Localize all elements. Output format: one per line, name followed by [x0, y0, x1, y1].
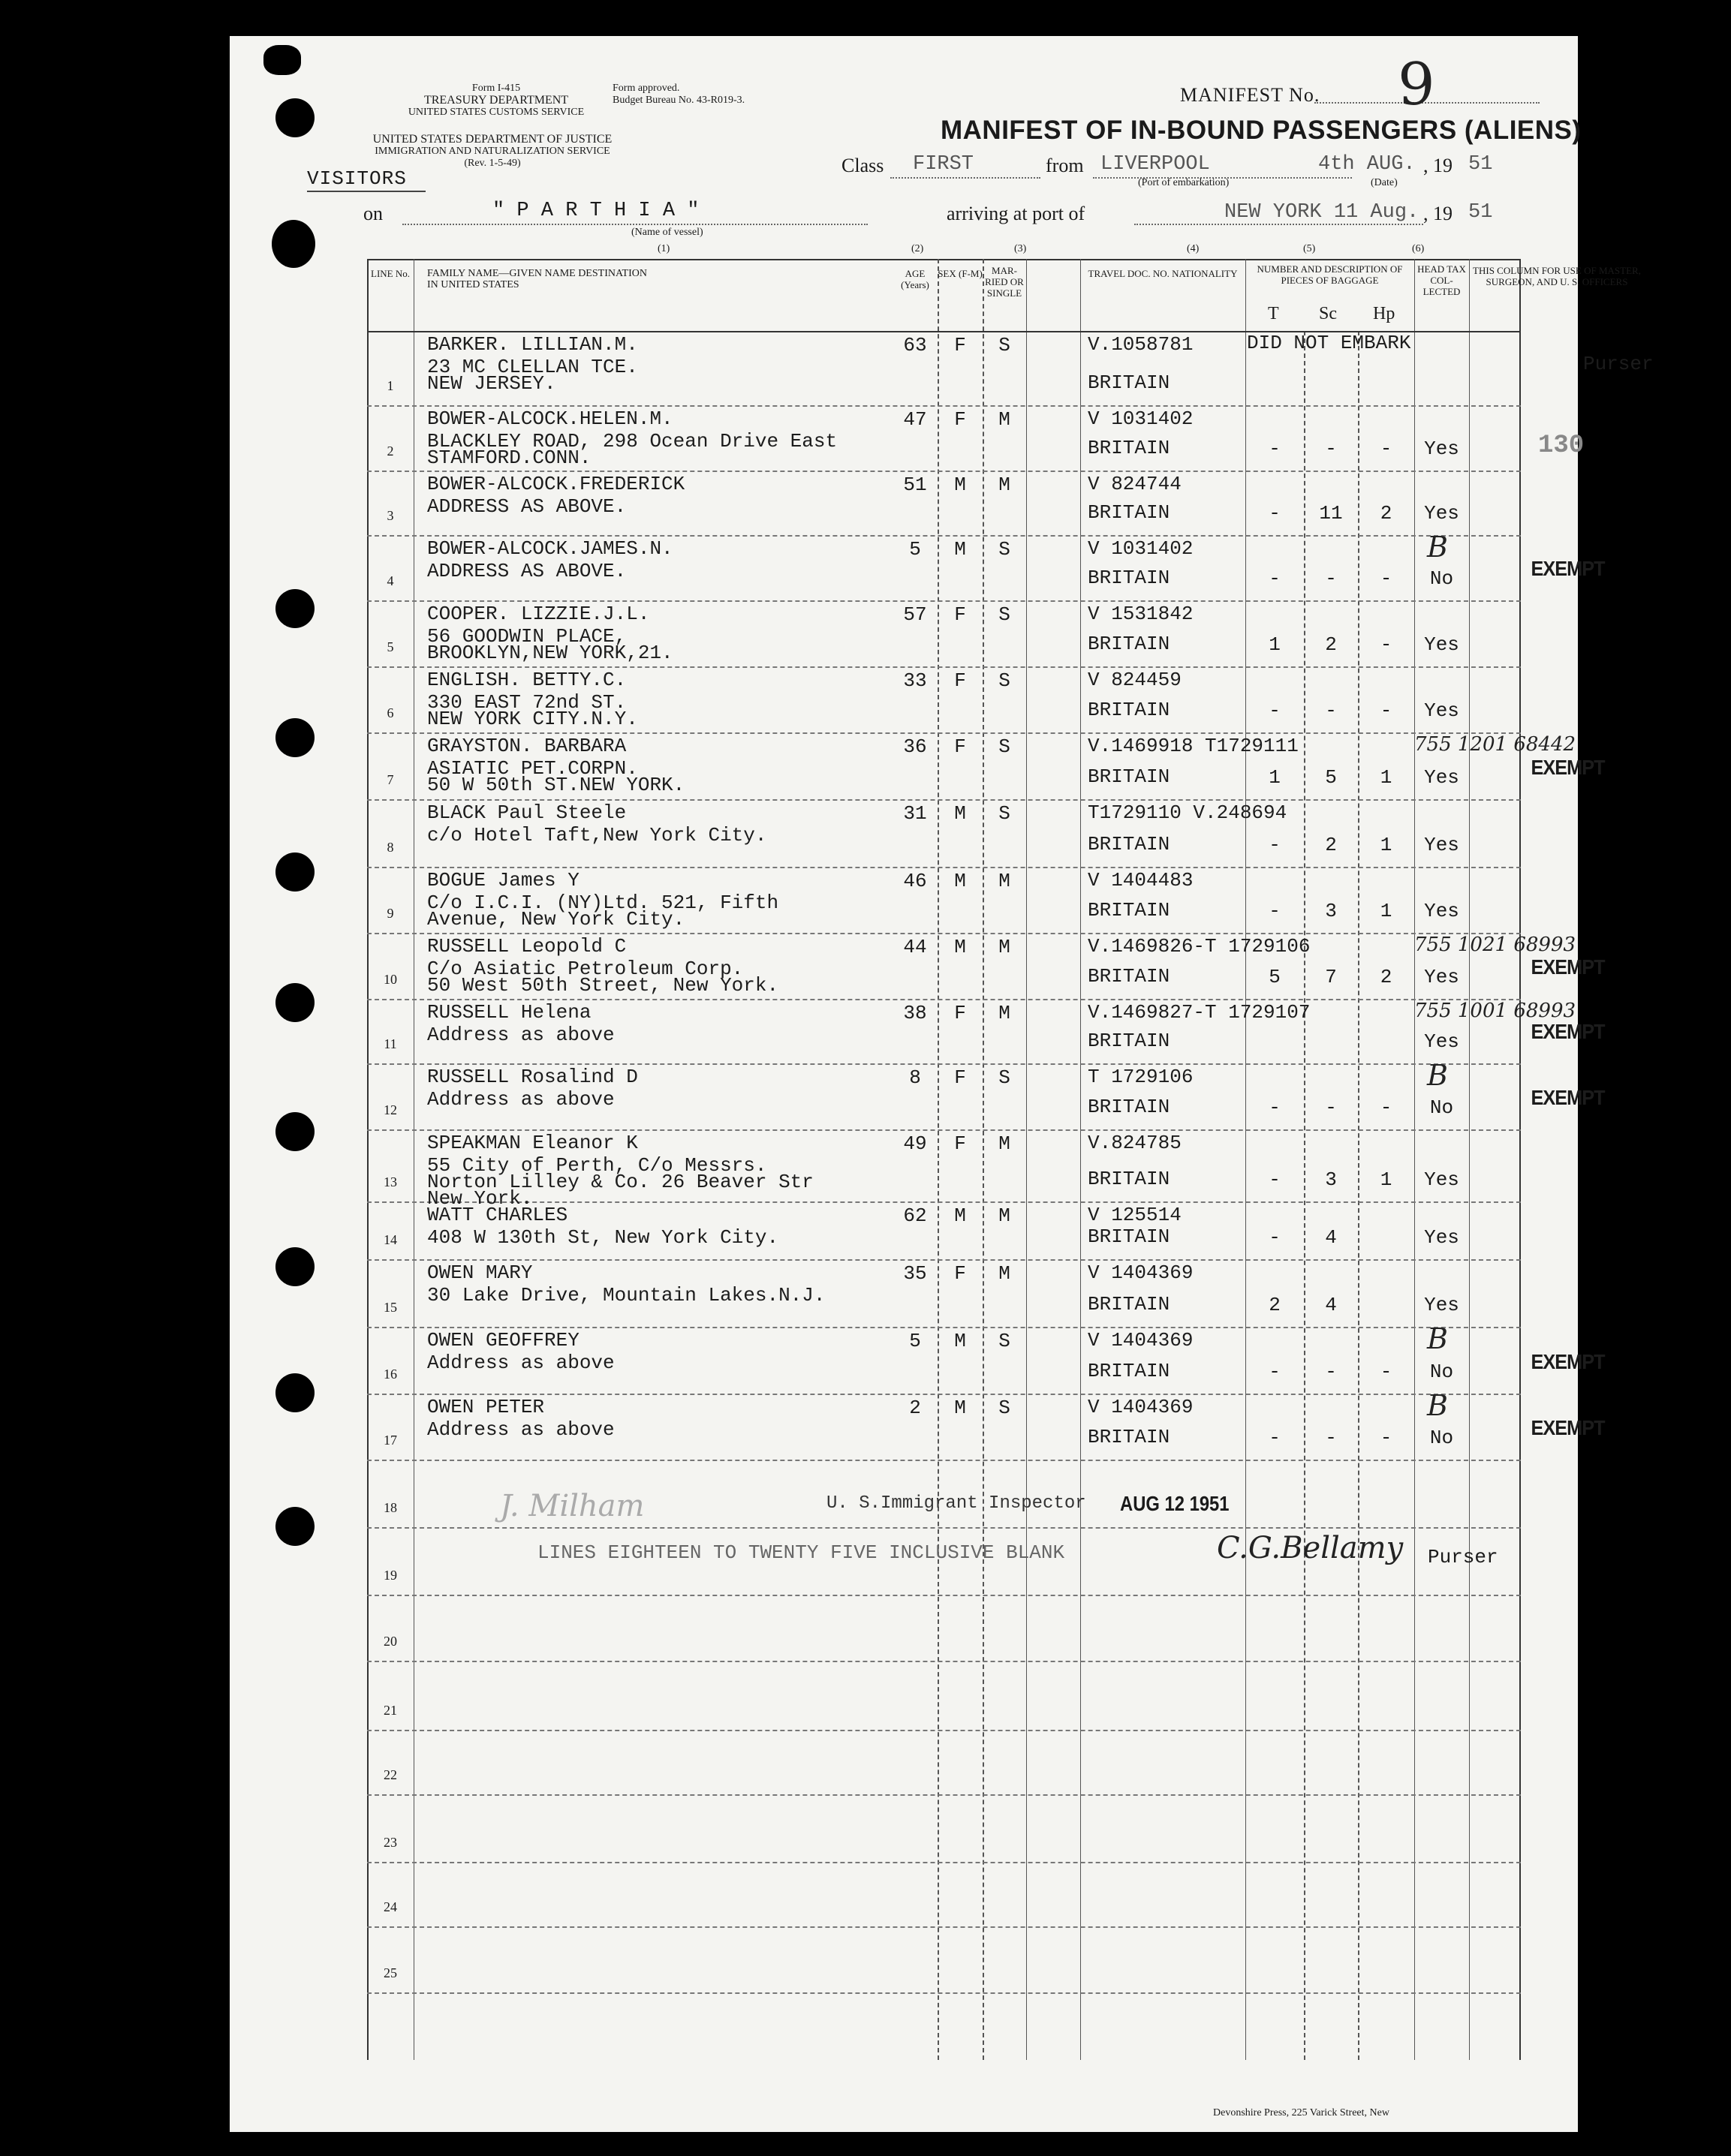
travel-doc-no: V 1031402 [1088, 407, 1194, 430]
nationality: BRITAIN [1088, 1096, 1170, 1118]
cell-age: 49 [903, 1132, 927, 1155]
cell-ms: S [998, 735, 1010, 758]
line-number: 23 [384, 1835, 397, 1850]
cell-t: - [1269, 438, 1281, 460]
line-number: 9 [387, 906, 394, 921]
line-number: 22 [384, 1767, 397, 1782]
cell-age: 44 [903, 936, 927, 958]
line-number: 24 [384, 1899, 397, 1914]
cell-ms: M [998, 1002, 1010, 1024]
cell-ms: M [998, 1262, 1010, 1285]
passenger-name: ENGLISH. BETTY.C. [427, 669, 627, 691]
destination-address: Address as above [427, 1024, 615, 1046]
line-number: 12 [384, 1102, 397, 1117]
travel-doc-no: V 1531842 [1088, 603, 1194, 625]
cell-age: 51 [903, 474, 927, 496]
cell-ms: S [998, 538, 1010, 561]
travel-doc-no: V.1469826-T 1729106 [1088, 935, 1311, 958]
on-label: on [363, 203, 383, 224]
cell-sc: 4 [1325, 1294, 1337, 1316]
travel-doc-no: V 1404369 [1088, 1396, 1194, 1418]
cell-t: - [1269, 1096, 1281, 1119]
destination-address: 55 City of Perth, C/o Messrs. [427, 1154, 767, 1177]
binder-hole [275, 1373, 315, 1412]
cell-sc: 7 [1325, 966, 1337, 988]
officer-note: 755 1001 68993 [1414, 1000, 1576, 1022]
line-number: 25 [384, 1965, 397, 1980]
line-number: 18 [384, 1500, 397, 1515]
from-value: LIVERPOOL [1100, 153, 1210, 176]
cell-hp: - [1380, 438, 1392, 460]
nationality: BRITAIN [1088, 567, 1170, 589]
colnum-3: (3) [1014, 243, 1027, 254]
nationality: BRITAIN [1088, 1168, 1170, 1190]
purser-signature: C.G.Bellamy [1217, 1531, 1404, 1565]
line-number: 17 [384, 1433, 397, 1448]
cell-hp: - [1380, 1361, 1392, 1383]
nationality: BRITAIN [1088, 1426, 1170, 1448]
cell-age: 62 [903, 1204, 927, 1227]
cell-sex: F [954, 669, 966, 692]
cell-tax: Yes [1424, 633, 1459, 656]
destination-address: Address as above [427, 1352, 615, 1374]
date-value: 4th AUG. [1318, 153, 1416, 176]
cell-tax: Yes [1424, 1168, 1459, 1191]
cell-hp: - [1380, 633, 1392, 656]
travel-doc-no: V.1469918 T1729111 [1088, 735, 1299, 757]
officer-column-entry: Purser [1583, 353, 1654, 375]
cell-t: - [1269, 1168, 1281, 1191]
cell-sex: F [954, 735, 966, 758]
cell-sc: - [1325, 567, 1337, 590]
passenger-name: BOWER-ALCOCK.FREDERICK [427, 473, 685, 495]
cell-tax: Yes [1424, 1294, 1459, 1316]
travel-doc-no: V 824459 [1088, 669, 1182, 691]
line-number: 19 [384, 1568, 397, 1583]
passenger-name: WATT CHARLES [427, 1204, 568, 1226]
destination-address: 408 W 130th St, New York City. [427, 1226, 779, 1249]
cell-sex: M [954, 1397, 966, 1419]
travel-doc-no: V 1404369 [1088, 1261, 1194, 1284]
cell-tax: Yes [1424, 834, 1459, 856]
cell-age: 47 [903, 408, 927, 431]
binder-hole [275, 983, 315, 1022]
destination-address: 23 MC CLELLAN TCE. [427, 356, 638, 378]
cell-t: - [1269, 834, 1281, 856]
passenger-name: RUSSELL Leopold C [427, 935, 627, 958]
destination-address: 330 EAST 72nd ST. [427, 691, 627, 714]
cell-sc: - [1325, 699, 1337, 722]
line-number: 4 [387, 573, 394, 588]
cell-tax: No [1429, 1427, 1454, 1449]
line-number: 14 [384, 1232, 397, 1247]
cell-sc: 3 [1325, 900, 1337, 922]
colnum-1: (1) [658, 243, 670, 254]
binder-hole [275, 98, 315, 137]
col-officers: THIS COLUMN FOR USE OF MASTER, SURGEON, AND U. S. OFFICERS [1473, 265, 1641, 287]
col-baggage-sc: Sc [1319, 304, 1337, 323]
cell-hp: - [1380, 567, 1392, 590]
officer-column-entry: EXEMPT [1531, 756, 1605, 779]
port-value: NEW YORK 11 Aug. [1224, 201, 1419, 224]
destination-address: ASIATIC PET.CORPN. [427, 757, 638, 780]
cell-t: 1 [1269, 633, 1281, 656]
officer-note: B [1427, 1389, 1448, 1422]
passenger-name: BOWER-ALCOCK.JAMES.N. [427, 537, 673, 560]
cell-age: 46 [903, 870, 927, 892]
cell-tax: Yes [1424, 766, 1459, 789]
passenger-name: BLACK Paul Steele [427, 801, 627, 824]
cell-sex: F [954, 1002, 966, 1024]
cell-tax: No [1429, 1361, 1454, 1383]
nationality: BRITAIN [1088, 699, 1170, 721]
colnum-6: (6) [1412, 243, 1425, 254]
nationality: BRITAIN [1088, 1360, 1170, 1382]
purser-label: Purser [1428, 1546, 1498, 1568]
cell-sc: 2 [1325, 834, 1337, 856]
cell-t: 1 [1269, 766, 1281, 789]
travel-doc-no: V 1404483 [1088, 869, 1194, 892]
line-number: 5 [387, 639, 394, 654]
nationality: BRITAIN [1088, 965, 1170, 988]
cell-age: 63 [903, 334, 927, 356]
passenger-name: COOPER. LIZZIE.J.L. [427, 603, 650, 625]
date-note: (Date) [1371, 177, 1398, 188]
passenger-name: OWEN PETER [427, 1396, 545, 1418]
cell-hp: 2 [1380, 502, 1392, 525]
binder-hole [272, 220, 315, 268]
officer-column-entry: EXEMPT [1531, 1020, 1605, 1043]
cell-ms: M [998, 936, 1010, 958]
cell-hp: 1 [1380, 1168, 1392, 1191]
cell-sex: M [954, 802, 966, 825]
cell-t: - [1269, 699, 1281, 722]
cell-ms: S [998, 1330, 1010, 1352]
cell-sc: 11 [1319, 502, 1343, 525]
cell-ms: M [998, 870, 1010, 892]
cell-t: - [1269, 1361, 1281, 1383]
col-married: MAR-RIED OR SINGLE [985, 265, 1024, 299]
col-head-tax: HEAD TAX COL-LECTED [1417, 263, 1466, 297]
passenger-name: BOWER-ALCOCK.HELEN.M. [427, 407, 673, 430]
cell-sex: F [954, 1132, 966, 1155]
cell-tax: Yes [1424, 900, 1459, 922]
cell-hp: 1 [1380, 900, 1392, 922]
nationality: BRITAIN [1088, 833, 1170, 855]
inspector-label: U. S.Immigrant Inspector [826, 1493, 1086, 1514]
justice-dept: UNITED STATES DEPARTMENT OF JUSTICE [372, 133, 613, 146]
officer-note: B [1427, 531, 1448, 564]
cell-sc: 3 [1325, 1168, 1337, 1191]
travel-doc-no: V 125514 [1088, 1204, 1182, 1226]
officer-note: 755 1201 68442 [1414, 733, 1576, 756]
line-number: 7 [387, 772, 394, 787]
customs-service: UNITED STATES CUSTOMS SERVICE [408, 107, 585, 118]
line-number: 3 [387, 508, 394, 523]
budget-bureau: Budget Bureau No. 43-R019-3. [613, 95, 745, 106]
cell-sex: M [954, 936, 966, 958]
cell-age: 5 [909, 1330, 921, 1352]
cell-hp: 1 [1380, 834, 1392, 856]
line-number: 16 [384, 1367, 397, 1382]
destination-address: BLACKLEY ROAD, 298 Ocean Drive East [427, 430, 838, 453]
cell-tax: Yes [1424, 502, 1459, 525]
destination-address: 50 West 50th Street, New York. [427, 974, 779, 997]
officer-note: DID NOT EMBARK [1247, 332, 1411, 354]
line-number: 6 [387, 705, 394, 720]
nationality: BRITAIN [1088, 437, 1170, 459]
destination-address: New York. [427, 1187, 533, 1210]
travel-doc-no: V.1058781 [1088, 333, 1194, 356]
travel-doc-no: T 1729106 [1088, 1066, 1194, 1088]
passenger-name: BOGUE James Y [427, 869, 580, 892]
binder-hole [275, 1112, 315, 1151]
line-number: 8 [387, 840, 394, 855]
nationality: BRITAIN [1088, 633, 1170, 655]
passenger-name: BARKER. LILLIAN.M. [427, 333, 638, 356]
officer-column-entry: EXEMPT [1531, 557, 1605, 580]
destination-address: ADDRESS AS ABOVE. [427, 560, 627, 582]
ink-blot [263, 45, 301, 75]
officer-column-entry: 130 [1538, 432, 1585, 460]
col-baggage-hp: Hp [1373, 304, 1395, 323]
cell-hp: 2 [1380, 966, 1392, 988]
passenger-name: SPEAKMAN Eleanor K [427, 1132, 638, 1154]
cell-ms: S [998, 802, 1010, 825]
passenger-name: GRAYSTON. BARBARA [427, 735, 627, 757]
treasury-dept: TREASURY DEPARTMENT [423, 94, 569, 107]
officer-column-entry: EXEMPT [1531, 1350, 1605, 1373]
blank-lines-note: LINES EIGHTEEN TO TWENTY FIVE INCLUSIVE BLANK [537, 1541, 1065, 1564]
destination-address: Address as above [427, 1088, 615, 1111]
destination-address: Avenue, New York City. [427, 908, 685, 931]
passenger-name: RUSSELL Rosalind D [427, 1066, 638, 1088]
travel-doc-no: V 824744 [1088, 473, 1182, 495]
cell-sc: 2 [1325, 633, 1337, 656]
binder-hole [275, 1507, 315, 1546]
destination-address: C/o Asiatic Petroleum Corp. [427, 958, 744, 980]
passenger-name: OWEN GEOFFREY [427, 1329, 580, 1352]
cell-ms: M [998, 1132, 1010, 1155]
inspector-signature: J. Milham [500, 1489, 645, 1523]
cell-ms: S [998, 1066, 1010, 1089]
cell-t: - [1269, 502, 1281, 525]
cell-hp: - [1380, 1096, 1392, 1119]
cell-t: 5 [1269, 966, 1281, 988]
vessel-name: " P A R T H I A " [492, 200, 700, 222]
from-label: from [1046, 155, 1084, 176]
destination-address: ADDRESS AS ABOVE. [427, 495, 627, 518]
officer-note: 755 1021 68993 [1414, 934, 1576, 956]
officer-column-entry: EXEMPT [1531, 1086, 1605, 1109]
destination-address: C/o I.C.I. (NY)Ltd. 521, Fifth [427, 892, 779, 914]
cell-ms: S [998, 1397, 1010, 1419]
colnum-2: (2) [911, 243, 924, 254]
year-2: 51 [1468, 201, 1493, 224]
cell-sc: 5 [1325, 766, 1337, 789]
cell-t: - [1269, 1427, 1281, 1449]
officer-column-entry: EXEMPT [1531, 1416, 1605, 1439]
cell-tax: Yes [1424, 966, 1459, 988]
line-number: 20 [384, 1634, 397, 1649]
cell-sex: M [954, 1204, 966, 1227]
cell-ms: M [998, 1204, 1010, 1227]
cell-sex: M [954, 1330, 966, 1352]
officer-note: B [1427, 1322, 1448, 1355]
col-doc: TRAVEL DOC. NO. NATIONALITY [1088, 268, 1238, 279]
cell-age: 33 [903, 669, 927, 692]
cell-ms: S [998, 669, 1010, 692]
nationality: BRITAIN [1088, 765, 1170, 788]
cell-age: 57 [903, 603, 927, 626]
cell-sex: M [954, 538, 966, 561]
year-prefix-2: , 19 [1423, 203, 1453, 224]
cell-age: 5 [909, 538, 921, 561]
cell-t: - [1269, 567, 1281, 590]
binder-hole [275, 1247, 315, 1286]
manifest-table [367, 259, 1654, 2060]
line-number: 21 [384, 1703, 397, 1718]
binder-hole [275, 852, 315, 892]
col-baggage: NUMBER AND DESCRIPTION OF PIECES OF BAGGAGE [1257, 263, 1403, 286]
form-revision: (Rev. 1-5-49) [464, 158, 521, 169]
line-number: 13 [384, 1174, 397, 1189]
line-number: 11 [384, 1036, 397, 1051]
destination-address: c/o Hotel Taft,New York City. [427, 824, 767, 846]
cell-age: 2 [909, 1397, 921, 1419]
nationality: BRITAIN [1088, 1030, 1170, 1052]
ins-service: IMMIGRATION AND NATURALIZATION SERVICE [375, 146, 610, 157]
col-line: LINE No. [371, 268, 410, 279]
cell-sc: - [1325, 1361, 1337, 1383]
cell-tax: No [1429, 1096, 1454, 1119]
cell-sex: F [954, 408, 966, 431]
nationality: BRITAIN [1088, 899, 1170, 922]
travel-doc-no: T1729110 V.248694 [1088, 801, 1287, 824]
cell-ms: M [998, 474, 1010, 496]
destination-address: 30 Lake Drive, Mountain Lakes.N.J. [427, 1284, 826, 1307]
destination-address: BROOKLYN,NEW YORK,21. [427, 642, 673, 664]
colnum-5: (5) [1303, 243, 1316, 254]
cell-age: 35 [903, 1262, 927, 1285]
line-number: 10 [384, 972, 397, 987]
year-1: 51 [1468, 153, 1493, 176]
form-number: Form I-415 [471, 83, 521, 94]
cell-age: 8 [909, 1066, 921, 1089]
nationality: BRITAIN [1088, 371, 1170, 394]
destination-address: 56 GOODWIN PLACE, [427, 625, 627, 648]
year-prefix-1: , 19 [1423, 155, 1453, 176]
destination-address: Address as above [427, 1418, 615, 1441]
travel-doc-no: V 1031402 [1088, 537, 1194, 560]
vessel-note: (Name of vessel) [631, 227, 703, 238]
cell-sc: - [1325, 1427, 1337, 1449]
manifest-no-label: MANIFEST No. [1180, 84, 1320, 106]
cell-ms: M [998, 408, 1010, 431]
destination-address: Norton Lilley & Co. 26 Beaver Str [427, 1171, 814, 1193]
binder-hole [275, 718, 315, 757]
cell-t: 2 [1269, 1294, 1281, 1316]
cell-sex: F [954, 603, 966, 626]
destination-address: 50 W 50th ST.NEW YORK. [427, 774, 685, 796]
cell-sc: - [1325, 1096, 1337, 1119]
destination-address: STAMFORD.CONN. [427, 447, 592, 469]
officer-note: B [1427, 1059, 1448, 1092]
passenger-name: RUSSELL Helena [427, 1001, 592, 1024]
cell-tax: Yes [1424, 438, 1459, 460]
cell-sex: M [954, 474, 966, 496]
manifest-number: 9 [1398, 51, 1435, 119]
cell-sc: 4 [1325, 1226, 1337, 1249]
cell-sex: F [954, 1066, 966, 1089]
form-approved: Form approved. [613, 83, 680, 94]
cell-age: 38 [903, 1002, 927, 1024]
col-baggage-t: T [1268, 304, 1279, 323]
cell-tax: No [1429, 567, 1454, 590]
cell-sex: F [954, 1262, 966, 1285]
class-label: Class [841, 155, 884, 176]
embark-note: (Port of embarkation) [1138, 177, 1230, 188]
line-number: 2 [387, 444, 394, 459]
cell-ms: S [998, 334, 1010, 356]
destination-address: NEW JERSEY. [427, 372, 556, 395]
cell-age: 36 [903, 735, 927, 758]
printer-imprint: Devonshire Press, 225 Varick Street, New [1213, 2107, 1389, 2118]
class-value: FIRST [913, 153, 974, 176]
cell-age: 31 [903, 802, 927, 825]
officer-column-entry: EXEMPT [1531, 955, 1605, 979]
colnum-4: (4) [1187, 243, 1200, 254]
inspector-stamp-date: AUG 12 1951 [1120, 1492, 1230, 1515]
cell-t: - [1269, 900, 1281, 922]
cell-tax: Yes [1424, 699, 1459, 722]
nationality: BRITAIN [1088, 1225, 1170, 1248]
cell-hp: - [1380, 699, 1392, 722]
cell-sc: - [1325, 438, 1337, 460]
cell-sex: F [954, 334, 966, 356]
col-sex: SEX (F-M) [938, 268, 983, 279]
col-age: AGE (Years) [901, 268, 929, 290]
destination-address: NEW YORK CITY.N.Y. [427, 708, 638, 730]
col-name: FAMILY NAME—GIVEN NAME DESTINATION IN UNITED STATES [427, 268, 647, 290]
cell-hp: - [1380, 1427, 1392, 1449]
travel-doc-no: V.1469827-T 1729107 [1088, 1001, 1311, 1024]
passenger-name: OWEN MARY [427, 1261, 533, 1284]
cell-ms: S [998, 603, 1010, 626]
visitors-label: VISITORS [307, 167, 407, 190]
line-number: 15 [384, 1300, 397, 1315]
line-number: 1 [387, 378, 394, 393]
cell-t: - [1269, 1226, 1281, 1249]
manifest-title: MANIFEST OF IN-BOUND PASSENGERS (ALIENS) [941, 116, 1582, 145]
arriving-label: arriving at port of [947, 203, 1085, 224]
binder-hole [275, 589, 315, 628]
travel-doc-no: V.824785 [1088, 1132, 1182, 1154]
cell-sex: M [954, 870, 966, 892]
visitors-underline [307, 191, 426, 192]
travel-doc-no: V 1404369 [1088, 1329, 1194, 1352]
cell-hp: 1 [1380, 766, 1392, 789]
nationality: BRITAIN [1088, 501, 1170, 524]
nationality: BRITAIN [1088, 1293, 1170, 1316]
manifest-page [230, 36, 1654, 2132]
cell-tax: Yes [1424, 1226, 1459, 1249]
cell-tax: Yes [1424, 1030, 1459, 1053]
